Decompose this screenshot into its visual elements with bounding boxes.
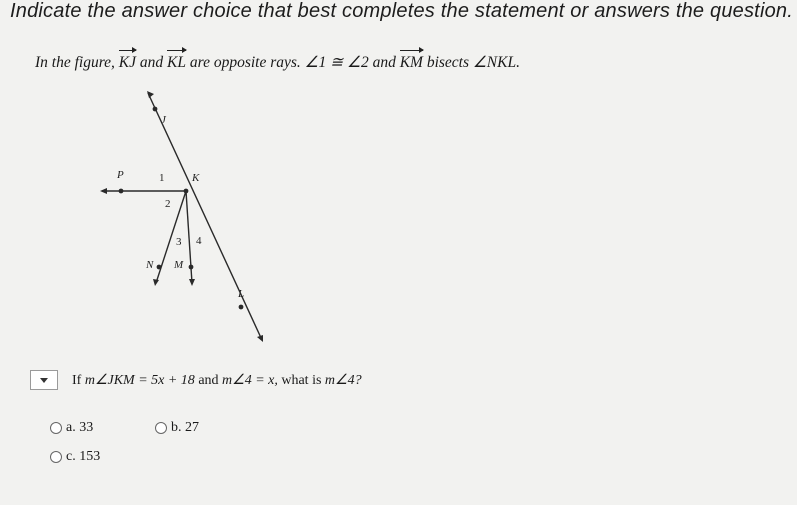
point-j bbox=[153, 107, 158, 112]
ray-kj: KJ bbox=[118, 54, 137, 71]
choice-b[interactable] bbox=[155, 420, 199, 436]
question-expr-jkm: m∠JKM = 5x + 18 bbox=[84, 373, 195, 388]
point-n bbox=[157, 265, 162, 270]
arrowhead-p bbox=[100, 188, 107, 194]
label-j: J bbox=[161, 114, 166, 126]
prompt-text-3: are opposite rays. ∠1 ≅ ∠2 and bbox=[189, 54, 396, 71]
question-expr-angle4: m∠4 = x, bbox=[222, 373, 278, 388]
choice-label: a. 33 bbox=[66, 420, 94, 435]
radio-button[interactable] bbox=[50, 422, 62, 434]
prompt-text-2: and bbox=[139, 54, 164, 71]
label-k: K bbox=[192, 172, 200, 184]
question-text-3: what is bbox=[281, 373, 322, 388]
angle-label-1: 1 bbox=[159, 172, 165, 184]
point-m bbox=[189, 265, 194, 270]
problem-statement bbox=[35, 53, 520, 72]
prompt-text-1: In the figure, bbox=[35, 54, 115, 71]
question-text bbox=[72, 372, 362, 389]
label-n: N bbox=[146, 259, 154, 271]
line-jl bbox=[148, 93, 262, 340]
label-m: M bbox=[174, 259, 184, 271]
question-expr-target: m∠4? bbox=[324, 373, 362, 388]
choice-label: c. 153 bbox=[66, 449, 101, 464]
radio-button[interactable] bbox=[50, 451, 62, 463]
geometry-figure bbox=[90, 85, 290, 345]
instruction-text: Indicate the answer choice that best completes the statement or answers the question. bbox=[10, 0, 793, 22]
prompt-text-4: bisects ∠NKL. bbox=[426, 54, 520, 71]
ray-kl: KL bbox=[167, 54, 186, 71]
label-p: P bbox=[117, 169, 124, 181]
angle-label-4: 4 bbox=[196, 235, 202, 247]
radio-button[interactable] bbox=[155, 422, 167, 434]
choice-c[interactable] bbox=[50, 449, 100, 465]
angle-label-2: 2 bbox=[165, 198, 171, 210]
ray-km: KM bbox=[399, 54, 423, 71]
arrowhead-m bbox=[189, 279, 195, 286]
point-l bbox=[239, 305, 244, 310]
question-text-2: and bbox=[198, 373, 219, 388]
chevron-down-icon bbox=[40, 378, 48, 383]
answer-dropdown[interactable] bbox=[30, 370, 58, 390]
point-k bbox=[184, 189, 189, 194]
arrowhead-n bbox=[153, 279, 159, 286]
label-l: L bbox=[238, 288, 245, 300]
choice-label: b. 27 bbox=[171, 420, 199, 435]
point-p bbox=[119, 189, 124, 194]
arrowhead-l bbox=[257, 335, 263, 342]
choice-a[interactable] bbox=[50, 420, 93, 436]
angle-label-3: 3 bbox=[176, 236, 182, 248]
question-text-1: If bbox=[72, 373, 82, 388]
